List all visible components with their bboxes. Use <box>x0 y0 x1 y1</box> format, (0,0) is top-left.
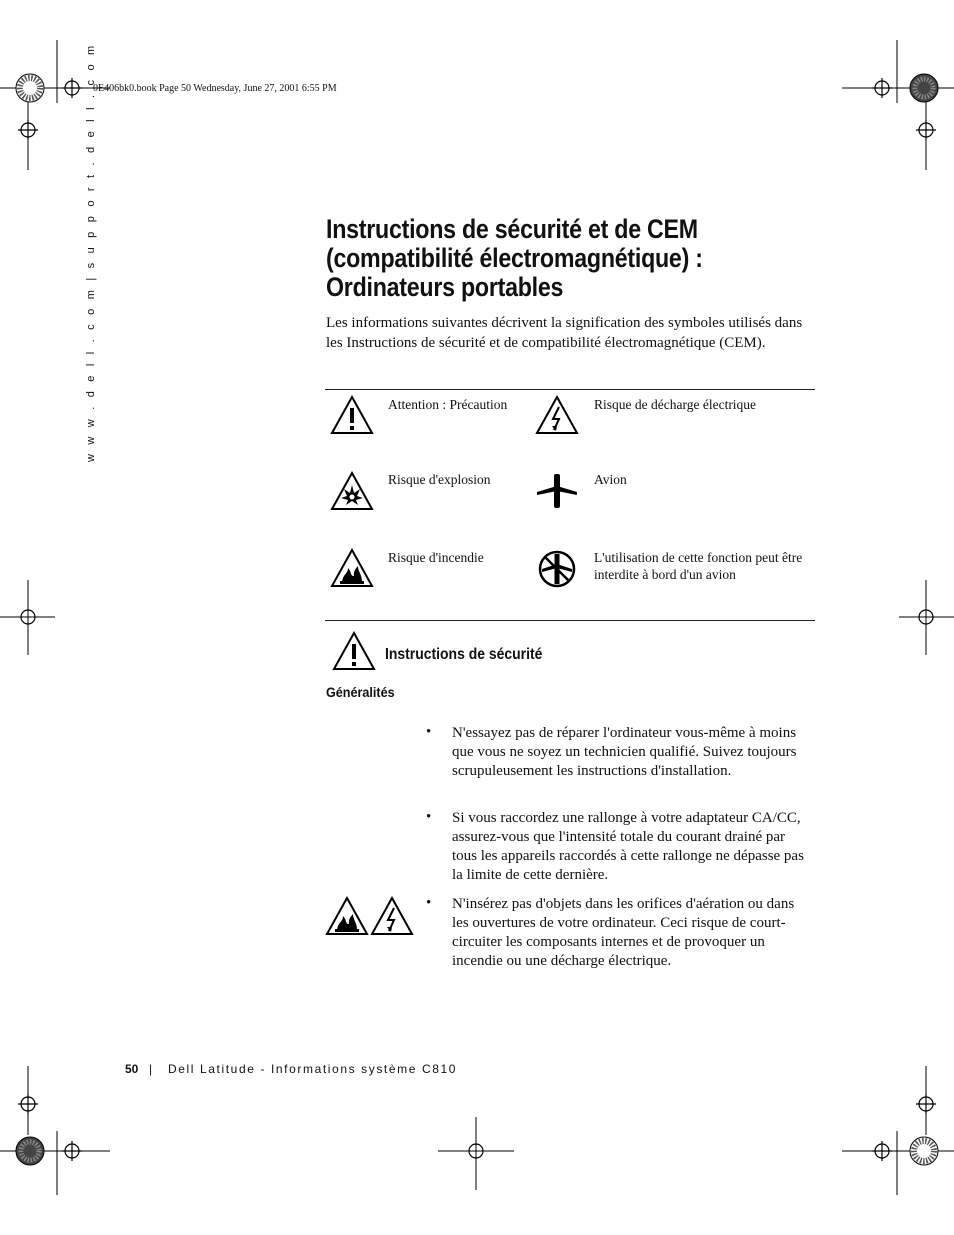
fire-icon <box>325 896 369 936</box>
fire-icon <box>330 548 374 588</box>
symbol-label-fire: Risque d'incendie <box>388 550 484 565</box>
electric-shock-icon <box>370 896 414 936</box>
subsection-title: Généralités <box>326 684 395 700</box>
table-top-rule <box>325 389 815 390</box>
intro-paragraph: Les informations suivantes décrivent la signification des symboles utilisés dans les Instructions de sécurité et de compatibilité électromagnétique (CEM). <box>326 315 803 351</box>
print-header: 0E406bk0.book Page 50 Wednesday, June 27, 2001 6:55 PM <box>93 83 337 94</box>
list-item: Si vous raccordez une rallonge à votre adaptateur CA/CC, assurez-vous que l'intensité totale du courant drainé par tous les appareils raccordés à cette rallonge ne dépasse pas la limite de cette dernière. <box>452 810 804 883</box>
footer-title: Dell Latitude - Informations système C810 <box>168 1062 458 1076</box>
page-number: 50 <box>125 1062 139 1076</box>
symbol-label-explosion: Risque d'explosion <box>388 472 491 487</box>
page-title: Instructions de sécurité et de CEM (compatibilité électromagnétique) : Ordinateurs portables <box>326 214 703 302</box>
symbol-label-caution: Attention : Précaution <box>388 397 508 412</box>
explosion-icon <box>330 471 374 511</box>
caution-icon <box>330 395 374 435</box>
list-item: N'essayez pas de réparer l'ordinateur vous-même à moins que vous ne soyez un technicien qualifié. Suivez toujours scrupuleusement les instructions d'installation. <box>452 725 797 779</box>
symbol-label-no-airplane: L'utilisation de cette fonction peut être interdite à bord d'un avion <box>594 550 803 582</box>
no-airplane-icon <box>537 549 577 589</box>
sidebar-url: w w w . d e l l . c o m | s u p p o r t . d e l l . c o m <box>85 42 97 462</box>
section-title: Instructions de sécurité <box>385 646 543 663</box>
footer-separator: | <box>149 1062 153 1076</box>
table-bottom-rule <box>325 620 815 621</box>
list-item: N'insérez pas d'objets dans les orifices d'aération ou dans les ouvertures de votre ordinateur. Ceci risque de court-circuiter les composants internes et de provoquer un incendie ou une décharge électrique. <box>452 896 795 969</box>
bullet-marker: • <box>426 724 432 740</box>
airplane-icon <box>535 470 579 510</box>
symbol-label-electric-shock: Risque de décharge électrique <box>594 397 757 412</box>
bullet-marker: • <box>426 895 432 911</box>
bullet-marker: • <box>426 809 432 825</box>
symbol-label-airplane: Avion <box>594 472 627 487</box>
caution-icon <box>332 631 376 671</box>
electric-shock-icon <box>535 395 579 435</box>
